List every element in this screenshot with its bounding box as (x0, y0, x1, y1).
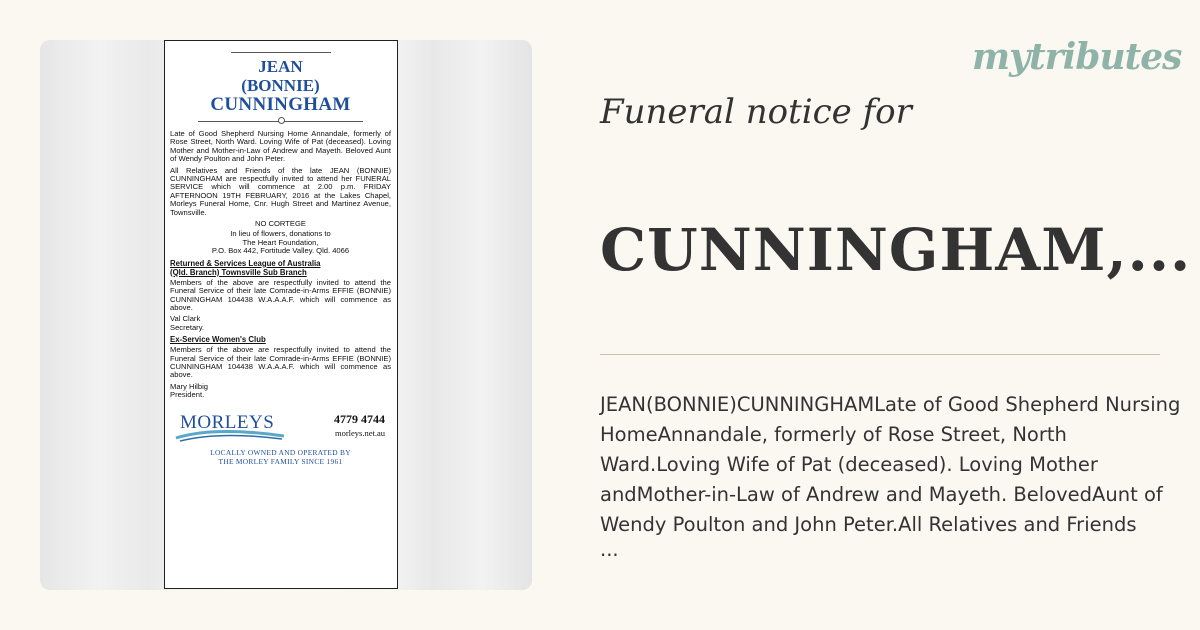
excerpt-line: HomeAnnandale, formerly of Rose Street, North (600, 423, 1067, 446)
excerpt-line: Wendy Poulton and John Peter.All Relatives and Friends (600, 513, 1137, 536)
excerpt-line: JEAN(BONNIE)CUNNINGHAMLate of Good Shepherd Nursing (600, 393, 1181, 416)
notice-paragraph-2: All Relatives and Friends of the late JEAN (BONNIE) CUNNINGHAM are respectfully invited to attend her FUNERAL SERVICE which will commence at 2.00 p.m. FRIDAY AFTERNOON 19TH FEBRUARY, 2016 at the Lakes Chapel, Morleys Funeral Home, Cnr. Hugh Street and Martinez Avenue, Townsville. (170, 165, 391, 217)
rsl-role: Secretary. (170, 322, 205, 332)
divider (600, 354, 1160, 355)
notice-image-panel (40, 40, 532, 590)
no-cortege: NO CORTEGE (255, 219, 306, 229)
esw-paragraph: Members of the above are respectfully invited to attend the Funeral Service of their late Comrade-in-Arms EFFIE (BONNIE) CUNNINGHAM 104438 W.A.A.A.F. which will commence as above. (170, 345, 391, 380)
rsl-signer: Val Clark (170, 314, 201, 324)
excerpt-ellipsis: ... (600, 538, 619, 561)
brand-my: my (972, 36, 1030, 78)
top-rule (231, 52, 331, 53)
morleys-logo: MORLEYS (180, 411, 275, 433)
esw-heading: Ex-Service Women's Club (170, 335, 266, 345)
excerpt-line: Ward.Loving Wife of Pat (deceased). Loving Mother (600, 453, 1098, 476)
rsl-heading-1: Returned & Services League of Australia (170, 258, 321, 268)
notice-paragraph-1: Late of Good Shepherd Nursing Home Annandale, formerly of Rose Street, North Ward. Loving Wife of Pat (deceased). Loving Mother and Mother-in-Law of Andrew and Mayeth. Beloved Aunt of Wendy Poulton and John Peter. (170, 129, 391, 164)
lieu-line-2: The Heart Foundation, (242, 237, 319, 247)
morleys-phone: 4779 4744 (334, 411, 385, 426)
rsl-paragraph: Members of the above are respectfully invited to attend the Funeral Service of their late Comrade-in-Arms EFFIE (BONNIE) CUNNINGHAM 104438 W.A.A.A.F. which will commence as above. (170, 277, 391, 312)
morleys-website: morleys.net.au (334, 427, 385, 438)
ornament-divider (170, 116, 391, 126)
page-subtitle: Funeral notice for (600, 92, 912, 132)
excerpt-line: andMother-in-Law of Andrew and Mayeth. BelovedAunt of (600, 483, 1163, 506)
notice-excerpt (600, 390, 1190, 560)
mytributes-logo[interactable] (972, 36, 1181, 78)
lieu-line-3: P.O. Box 442, Fortitude Valley. Qld. 4066 (211, 246, 350, 256)
lieu-line-1: In lieu of flowers, donations to (230, 229, 331, 239)
notice-first-name: JEAN (258, 57, 303, 76)
brand-tributes: tributes (1029, 36, 1182, 78)
esw-role: President. (170, 390, 205, 400)
esw-signer: Mary Hilbig (170, 381, 208, 391)
page-title: CUNNINGHAM,... (600, 216, 1192, 284)
rsl-heading-2: (Qld. Branch) Townsville Sub Branch (170, 267, 307, 277)
funeral-notice-clipping (164, 40, 398, 589)
owned-line-1: LOCALLY OWNED AND OPERATED BY (210, 447, 351, 457)
owned-line-2: THE MORLEY FAMILY SINCE 1961 (218, 456, 343, 466)
notice-nickname: (BONNIE) (241, 76, 320, 95)
notice-surname: CUNNINGHAM (210, 94, 351, 115)
morleys-logo-row (170, 408, 391, 448)
